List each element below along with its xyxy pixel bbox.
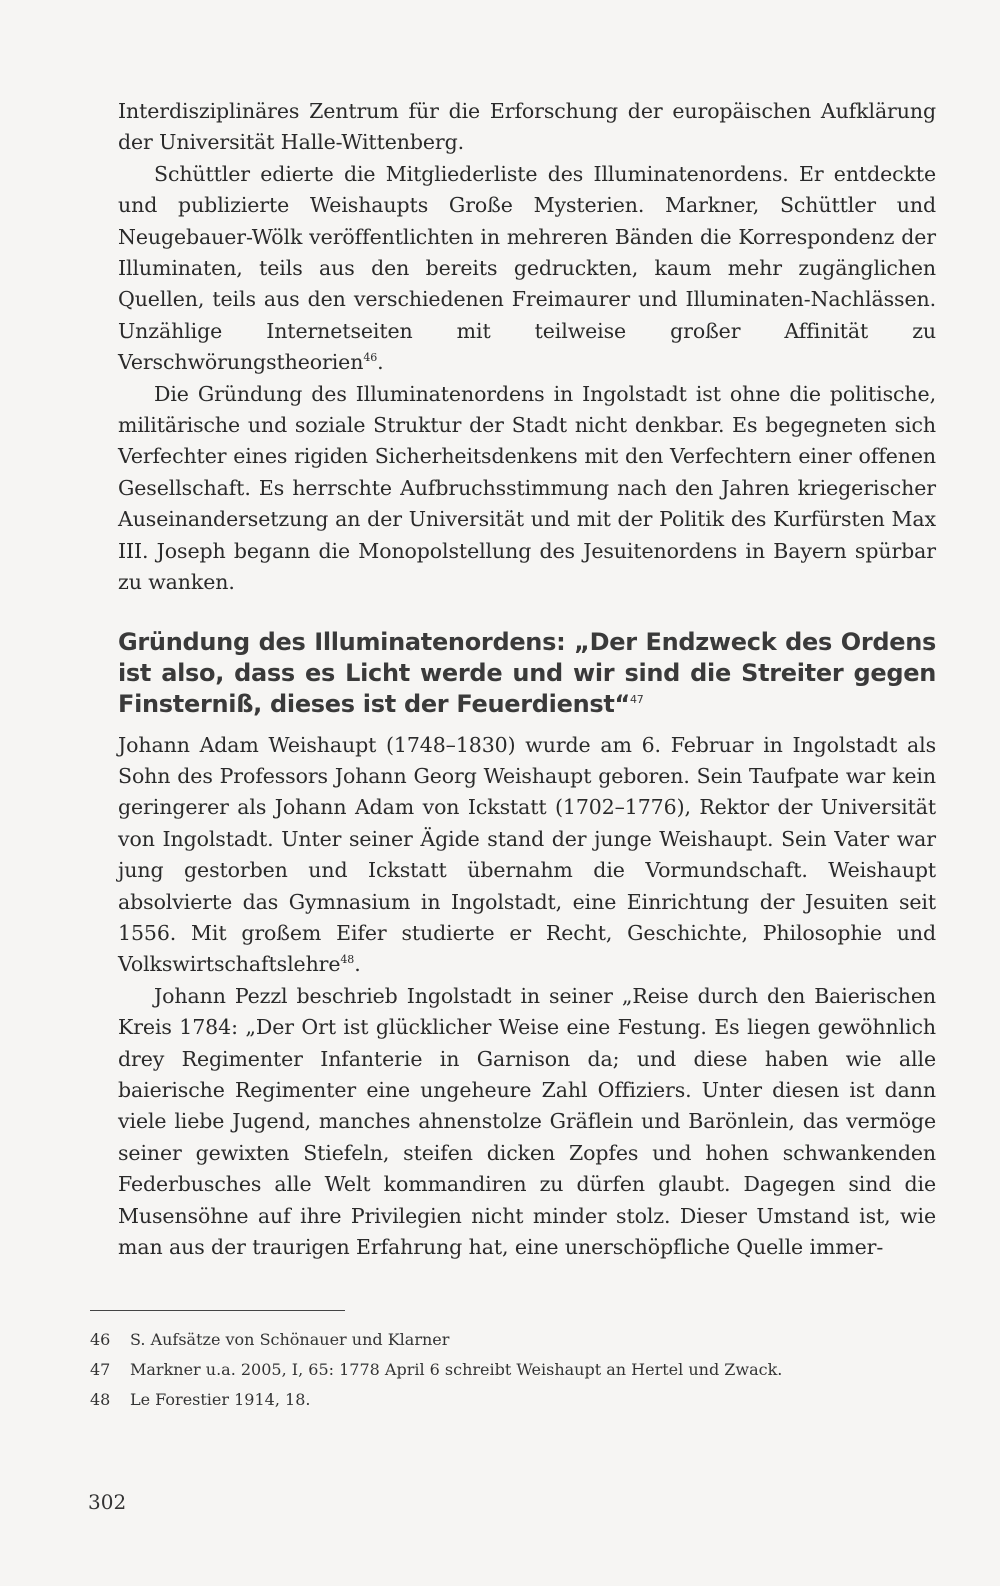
paragraph-2 — [118, 159, 936, 379]
section-heading-text: Gründung des Illuminatenordens: „Der Endzweck des Ordens ist also, dass es Licht werde und wir sind die Streiter gegen Finsterniß, dieses ist der Feuerdienst“ — [118, 627, 936, 718]
footnote-item — [90, 1385, 930, 1415]
page-number: 302 — [88, 1490, 127, 1514]
paragraph-4-text: Johann Adam Weishaupt (1748–1830) wurde am 6. Februar in Ingolstadt als Sohn des Professors Johann Georg Weishaupt geboren. Sein Taufpate war kein geringerer als Johann Adam von Ickstatt (1702–1776), Rektor der Universität von Ingolstadt. Unter seiner Ägide stand der junge Weishaupt. Sein Vater war jung gestorben und Ickstatt übernahm die Vormundschaft. Weishaupt absolvierte das Gymnasium in Ingolstadt, eine Einrichtung der Jesuiten seit 1556. Mit großem Eifer studierte er Recht, Geschichte, Philosophie und Volkswirtschaftslehre — [118, 732, 936, 977]
paragraph-2-tail: . — [377, 350, 384, 375]
paragraph-3: Die Gründung des Illuminatenordens in Ingolstadt ist ohne die politische, militärische und soziale Struktur der Stadt nicht denkbar. Es begegneten sich Verfechter eines rigiden Sicherheitsdenkens mit den Verfechtern einer offenen Gesellschaft. Es herrschte Aufbruchsstimmung nach den Jahren kriegerischer Auseinandersetzung an der Universität und mit der Politik des Kurfürsten Max III. Joseph begann die Monopolstellung des Jesuitenordens in Bayern spürbar zu wanken. — [118, 381, 936, 595]
footnote-text: Le Forestier 1914, 18. — [130, 1390, 311, 1409]
paragraph-4-tail: . — [354, 952, 361, 977]
paragraph-5: Johann Pezzl beschrieb Ingolstadt in seiner „Reise durch den Baierischen Kreis 1784: „Der Ort ist glücklicher Weise eine Festung. Es liegen gewöhnlich drey Regimenter Infanterie in Garnison da; und diese haben wie alle baierische Regimenter eine ungeheure Zahl Offiziers. Unter diesen ist dann viele liebe Jugend, manches ahnenstolze Gräflein und Barönlein, das vermöge seiner gewixten Stiefeln, steifen dicken Zopfes und hohen schwankenden Federbusches alle Welt kommandiren zu dürfen glaubt. Dagegen sind die Musensöhne auf ihre Privilegien nicht minder stolz. Dieser Umstand ist, wie man aus der traurigen Erfahrung hat, eine unerschöpfliche Quelle immer- — [118, 983, 936, 1259]
footnote-text: S. Aufsätze von Schönauer und Klarner — [130, 1330, 450, 1349]
paragraph-4 — [118, 730, 936, 981]
section-heading — [118, 627, 936, 720]
footnote-divider — [90, 1310, 345, 1311]
main-text — [118, 96, 936, 1263]
footnotes — [90, 1325, 930, 1415]
footnote-item — [90, 1355, 930, 1385]
footnote-ref-47: 47 — [630, 692, 644, 706]
footnote-number: 46 — [90, 1330, 111, 1349]
footnote-ref-48: 48 — [340, 953, 355, 967]
footnote-number: 48 — [90, 1390, 111, 1409]
footnote-number: 47 — [90, 1360, 111, 1379]
paragraph-2-text: Schüttler edierte die Mitgliederliste des Illuminatenordens. Er entdeckte und publizierte Weishaupts Große Mysterien. Markner, Schüttler und Neugebauer-Wölk veröffentlichten in mehreren Bänden die Korrespondenz der Illuminaten, teils aus den bereits gedruckten, kaum mehr zugänglichen Quellen, teils aus den verschiedenen Freimaurer und Illuminaten-Nachlässen. Unzählige Internetseiten mit teilweise großer Affinität zu Verschwörungstheorien — [118, 161, 936, 375]
paragraph-1: Interdisziplinäres Zentrum für die Erforschung der europäischen Aufklärung der Universität Halle-Wittenberg. — [118, 99, 936, 155]
footnote-ref-46: 46 — [363, 351, 378, 365]
footnote-text: Markner u.a. 2005, I, 65: 1778 April 6 schreibt Weishaupt an Hertel und Zwack. — [130, 1360, 783, 1379]
footnote-item — [90, 1325, 930, 1355]
